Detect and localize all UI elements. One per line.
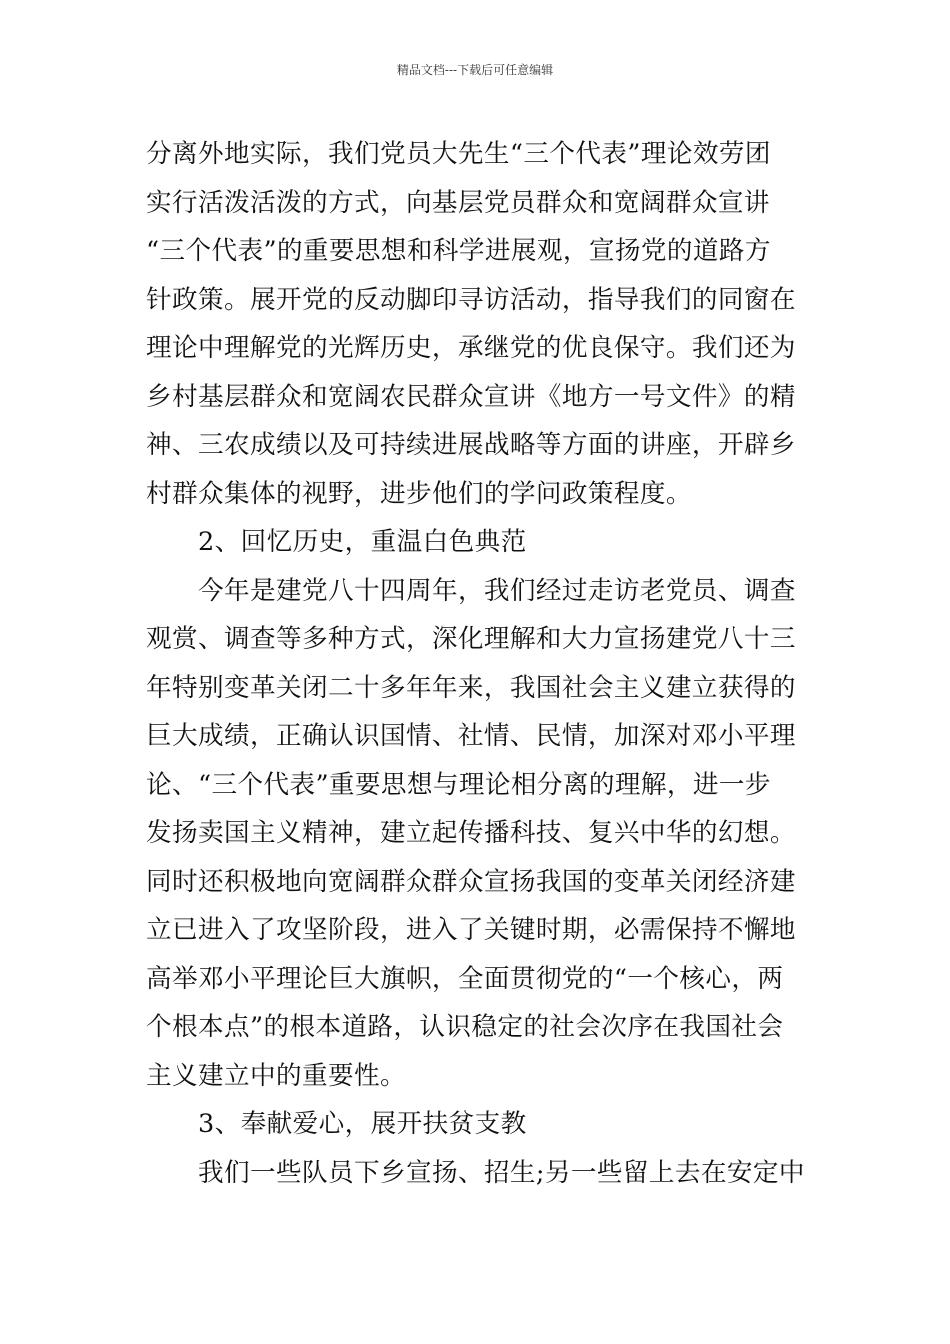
text-line: 神、三农成绩以及可持续进展战略等方面的讲座，开辟乡 bbox=[146, 430, 796, 460]
text-line: 实行活泼活泼的方式，向基层党员群众和宽阔群众宣讲 bbox=[146, 187, 770, 218]
text-line: 乡村基层群众和宽阔农民群众宣讲《地方一号文件》的精 bbox=[146, 381, 796, 412]
text-line: 高举邓小平理论巨大旗帜，全面贯彻党的“一个核心，两 bbox=[146, 963, 784, 994]
text-line: 针政策。展开党的反动脚印寻访活动，指导我们的同窗在 bbox=[146, 284, 796, 315]
section-heading: 3、奉献爱心，展开扶贫支教 bbox=[198, 1109, 527, 1139]
text-line: 我们一些队员下乡宣扬、招生;另一些留上去在安定中 bbox=[198, 1157, 805, 1188]
section-heading: 2、回忆历史，重温白色典范 bbox=[198, 527, 527, 557]
text-line: 理论中理解党的光辉历史，承继党的优良保守。我们还为 bbox=[146, 333, 796, 363]
document-body bbox=[146, 130, 806, 1197]
text-line: 巨大成绩，正确认识国情、社情、民情，加深对邓小平理 bbox=[146, 721, 796, 751]
text-line: “三个代表”的重要思想和科学进展观，宣扬党的道路方 bbox=[146, 236, 771, 266]
text-line: 发扬卖国主义精神，建立起传播科技、复兴中华的幻想。 bbox=[146, 818, 796, 848]
text-line: 论、“三个代表”重要思想与理论相分离的理解，进一步 bbox=[146, 769, 771, 800]
text-line: 观赏、调查等多种方式，深化理解和大力宣扬建党八十三 bbox=[146, 624, 796, 654]
text-line: 村群众集体的视野，进步他们的学问政策程度。 bbox=[146, 478, 692, 509]
text-line: 主义建立中的重要性。 bbox=[146, 1060, 406, 1091]
text-line: 同时还积极地向宽阔群众群众宣扬我国的变革关闭经济建 bbox=[146, 866, 796, 897]
text-line: 年特别变革关闭二十多年年来，我国社会主义建立获得的 bbox=[146, 672, 796, 703]
text-line: 个根本点”的根本道路，认识稳定的社会次序在我国社会 bbox=[146, 1012, 784, 1042]
page-header: 精品文档---下载后可任意编辑 bbox=[396, 63, 554, 77]
text-line: 立已进入了攻坚阶段，进入了关键时期，必需保持不懈地 bbox=[146, 915, 796, 945]
text-line: 今年是建党八十四周年，我们经过走访老党员、调查 bbox=[198, 575, 796, 606]
text-line: 分离外地实际，我们党员大先生“三个代表”理论效劳团 bbox=[146, 139, 771, 169]
